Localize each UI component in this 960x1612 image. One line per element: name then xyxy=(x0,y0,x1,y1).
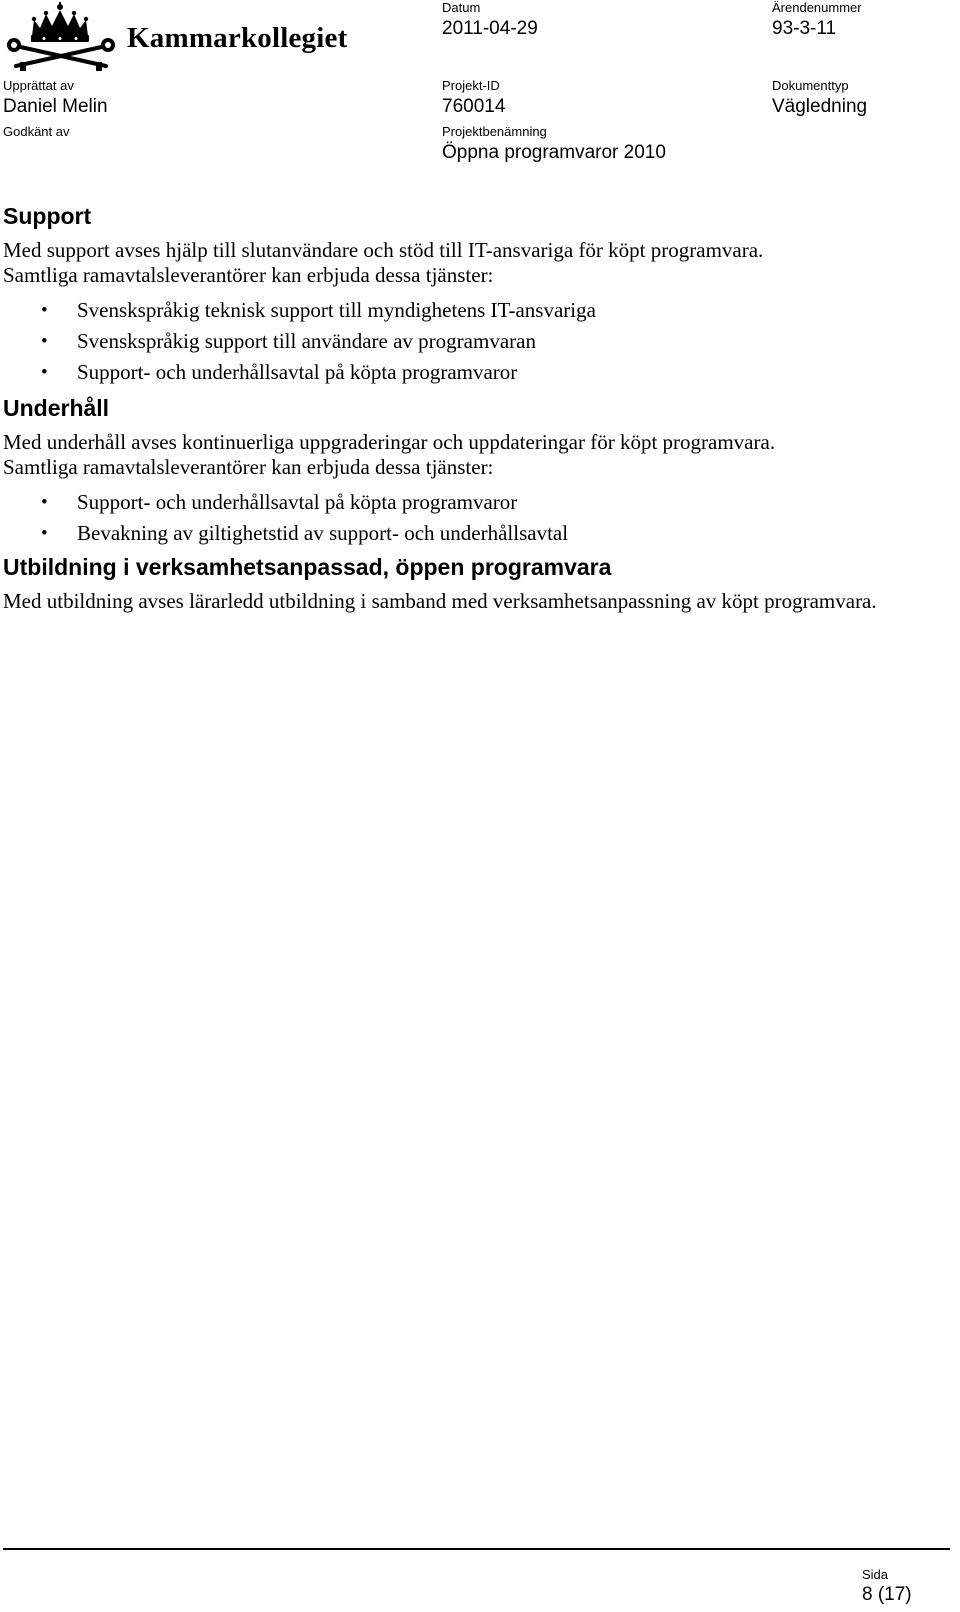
projekt-id-value: 760014 xyxy=(442,96,506,117)
bullet-icon: • xyxy=(41,362,48,383)
projektbenamning-label: Projektbenämning xyxy=(442,124,547,139)
bullet-icon: • xyxy=(41,300,48,321)
support-heading: Support xyxy=(3,203,92,229)
kammarkollegiet-logo xyxy=(4,2,348,72)
sida-label: Sida xyxy=(862,1567,889,1582)
dokumenttyp-value: Vägledning xyxy=(772,96,868,117)
support-paragraph: Med support avses hjälp till slutanvändare och stöd till IT-ansvariga för köpt programvara. xyxy=(3,238,764,262)
projekt-id-field xyxy=(442,79,505,118)
utbildning-paragraph: Med utbildning avses lärarledd utbildning i samband med verksamhetsanpassning av köpt programvara. xyxy=(3,589,877,613)
upprattat-value: Daniel Melin xyxy=(3,96,108,117)
logo-text: Kammarkollegiet xyxy=(127,22,348,54)
bullet-icon: • xyxy=(41,331,48,352)
list-item-text: Svenskspråkig teknisk support till myndighetens IT-ansvariga xyxy=(77,298,596,322)
dokumenttyp-label: Dokumenttyp xyxy=(772,78,849,93)
dokumenttyp-field xyxy=(772,79,867,118)
underhall-services-list xyxy=(3,487,953,549)
upprattat-field xyxy=(3,79,108,118)
underhall-paragraph: Med underhåll avses kontinuerliga uppgraderingar och uppdateringar för köpt programvara. xyxy=(3,430,776,454)
page-number xyxy=(862,1568,912,1606)
arendenummer-label: Ärendenummer xyxy=(772,0,862,15)
utbildning-heading: Utbildning i verksamhetsanpassad, öppen programvara xyxy=(3,554,612,580)
document-body xyxy=(3,202,953,614)
list-item xyxy=(3,487,953,518)
projektbenamning-field xyxy=(442,125,666,164)
arendenummer-value: 93-3-11 xyxy=(772,18,837,39)
list-item xyxy=(3,357,953,388)
support-services-intro: Samtliga ramavtalsleverantörer kan erbjuda dessa tjänster: xyxy=(3,263,494,287)
crown-keys-icon xyxy=(4,2,124,72)
projektbenamning-value: Öppna programvaror 2010 xyxy=(442,142,666,163)
sida-value: 8 (17) xyxy=(862,1584,912,1605)
list-item-text: Svenskspråkig support till användare av programvaran xyxy=(77,329,536,353)
datum-value: 2011-04-29 xyxy=(442,18,538,39)
list-item xyxy=(3,295,953,326)
arendenummer-field xyxy=(772,1,862,40)
underhall-services-intro: Samtliga ramavtalsleverantörer kan erbjuda dessa tjänster: xyxy=(3,455,494,479)
list-item-text: Support- och underhållsavtal på köpta programvaror xyxy=(77,360,518,384)
projekt-id-label: Projekt-ID xyxy=(442,78,500,93)
datum-label: Datum xyxy=(442,0,481,15)
list-item xyxy=(3,518,953,549)
upprattat-label: Upprättat av xyxy=(3,78,74,93)
footer-divider xyxy=(3,1548,950,1550)
list-item-text: Support- och underhållsavtal på köpta programvaror xyxy=(77,490,518,514)
underhall-heading: Underhåll xyxy=(3,395,110,421)
bullet-icon: • xyxy=(41,523,48,544)
support-services-list xyxy=(3,295,953,388)
bullet-icon: • xyxy=(41,492,48,513)
list-item xyxy=(3,326,953,357)
godkant-label: Godkänt av xyxy=(3,124,70,139)
list-item-text: Bevakning av giltighetstid av support- och underhållsavtal xyxy=(77,521,569,545)
datum-field xyxy=(442,1,538,40)
godkant-field xyxy=(3,125,70,139)
